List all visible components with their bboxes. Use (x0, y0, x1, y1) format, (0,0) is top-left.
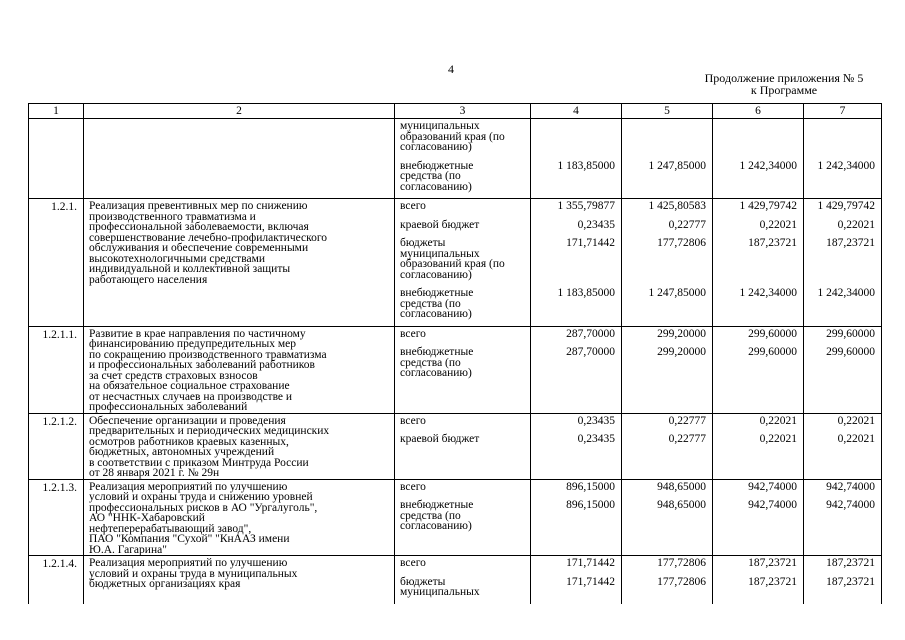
value-cell: 187,23721 (826, 557, 875, 569)
value-column-4 (531, 556, 622, 604)
header-row (29, 104, 882, 119)
funding-source-line: муниципальных (400, 247, 480, 260)
funding-source-line: образований края (по (400, 130, 505, 143)
funding-source-line: средства (по (400, 356, 461, 369)
description-line: и профессиональных заболеваний работников (89, 359, 315, 371)
description-line: Реализация мероприятий по улучшению (89, 480, 288, 493)
funding-source-line: согласованию) (400, 308, 472, 320)
description-line: Развитие в крае направления по частичному (89, 327, 306, 340)
value-cell: 1 242,34000 (739, 287, 797, 299)
value-cell: 0,23435 (577, 414, 615, 427)
header-col-1: 1 (29, 104, 84, 119)
value-cell: 287,70000 (566, 327, 615, 340)
value-column-5 (622, 479, 713, 556)
value-column-4 (531, 326, 622, 413)
value-cell: 187,23721 (748, 557, 797, 569)
value-cell: 948,65000 (657, 499, 706, 511)
funding-source (395, 236, 530, 286)
funding-source-line: внебюджетные (400, 159, 474, 172)
header-col-6: 6 (713, 104, 804, 119)
value-cell: 1 429,79742 (739, 200, 797, 212)
value-cell: 0,22021 (837, 218, 875, 231)
value-column-6 (713, 556, 804, 604)
appendix-note (694, 72, 874, 96)
description-line: бюджетных организациях края (89, 578, 241, 590)
description-line: Ю.А. Гагарина" (89, 543, 167, 556)
funding-source-line: краевой бюджет (400, 433, 480, 445)
funding-source-line: всего (400, 327, 426, 340)
table-row (29, 326, 882, 413)
funding-source-line: согласованию) (400, 520, 472, 532)
funding-source (395, 480, 530, 499)
funding-source (395, 218, 530, 237)
funding-source-line: средства (по (400, 509, 461, 522)
value-cell: 1 242,34000 (817, 287, 875, 299)
description-line: индивидуальной и коллективной защиты (89, 263, 291, 275)
value-column-5 (622, 119, 713, 199)
value-cell: 0,22021 (759, 218, 797, 231)
header-col-4: 4 (531, 104, 622, 119)
description-line: Реализация превентивных мер по снижению (89, 200, 308, 212)
description-line: профессиональных заболеваний (89, 401, 248, 413)
description-line: от 28 января 2021 г. № 29н (89, 467, 220, 479)
funding-source-line: всего (400, 200, 426, 212)
funding-source-line: всего (400, 414, 426, 427)
value-cell: 1 355,79877 (557, 200, 615, 212)
value-cell: 187,23721 (826, 575, 875, 588)
funding-source-line: всего (400, 557, 426, 569)
value-column-4 (531, 479, 622, 556)
value-column-5 (622, 199, 713, 327)
item-description (84, 326, 395, 413)
description-line: условий и охраны труда и снижению уровней (89, 491, 313, 503)
table-row (29, 413, 882, 479)
value-column-4 (531, 413, 622, 479)
table-row (29, 479, 882, 556)
item-code: 1.2.1.2. (29, 413, 84, 479)
description-line: от несчастных случаев на производстве и (89, 390, 293, 403)
funding-source (395, 159, 530, 199)
description-line: высокотехнологичными средствами (89, 252, 266, 265)
value-column-6 (713, 326, 804, 413)
value-cell: 0,22777 (668, 433, 706, 445)
header-col-2: 2 (84, 104, 395, 119)
funding-source-line: согласованию) (400, 141, 472, 153)
funding-source-line: бюджеты (400, 237, 446, 249)
appendix-note-line: Продолжение приложения № 5 (704, 71, 864, 85)
page-number: 4 (448, 62, 454, 76)
value-cell: 0,22021 (759, 433, 797, 445)
item-description (84, 413, 395, 479)
description-line: финансированию предупредительных мер (89, 338, 297, 350)
funding-source-line: муниципальных (400, 586, 480, 598)
header-col-5: 5 (622, 104, 713, 119)
item-code (29, 119, 84, 199)
table-row (29, 119, 882, 199)
funding-source (395, 199, 530, 218)
value-cell: 171,71442 (566, 575, 615, 588)
funding-source (395, 556, 530, 575)
funding-source-line: средства (по (400, 170, 461, 182)
value-cell: 177,72806 (657, 557, 706, 569)
funding-source-line: всего (400, 480, 426, 493)
funding-source-line: бюджеты (400, 575, 446, 588)
value-cell: 0,22021 (759, 414, 797, 427)
funding-source-line: краевой бюджет (400, 218, 480, 231)
value-cell: 1 425,80583 (648, 200, 706, 212)
funding-sources (395, 199, 531, 327)
description-line: нефтеперерабатывающий завод", (89, 522, 252, 535)
value-cell: 942,74000 (748, 480, 797, 493)
table-row (29, 556, 882, 604)
funding-source (395, 327, 530, 346)
item-code: 1.2.1.3. (29, 479, 84, 556)
description-line: ПАО "Компания "Сухой" "КнААЗ имени (89, 533, 290, 545)
header-col-7: 7 (804, 104, 882, 119)
funding-source (395, 575, 530, 604)
appendix-note-line: к Программе (750, 83, 818, 97)
funding-source-line: внебюджетные (400, 499, 474, 511)
header-col-3: 3 (395, 104, 531, 119)
value-cell (713, 119, 803, 159)
description-line: профессиональных рисков в АО "Ургалуголь", (89, 501, 318, 514)
value-cell: 0,23435 (577, 218, 615, 231)
value-cell: 1 429,79742 (817, 200, 875, 212)
value-cell: 299,60000 (748, 327, 797, 340)
funding-sources (395, 119, 531, 199)
value-cell: 0,22021 (837, 433, 875, 445)
description-line: по сокращению производственного травматизма (89, 348, 327, 361)
value-column-7 (804, 326, 882, 413)
value-cell: 1 247,85000 (648, 159, 706, 172)
funding-source (395, 119, 530, 159)
value-cell (531, 119, 621, 159)
description-line: бюджетных, автономных учреждений (89, 446, 275, 458)
value-cell: 299,60000 (826, 346, 875, 358)
value-cell: 177,72806 (657, 237, 706, 249)
funding-source (395, 432, 530, 451)
value-cell: 1 183,85000 (557, 287, 615, 299)
value-cell: 0,22777 (668, 218, 706, 231)
funding-source-line: внебюджетные (400, 287, 474, 299)
funding-source (395, 345, 530, 385)
value-cell: 299,20000 (657, 327, 706, 340)
description-line: на обязательное социальное страхование (89, 380, 290, 392)
value-column-7 (804, 199, 882, 327)
value-cell (622, 119, 712, 159)
funding-sources (395, 556, 531, 604)
description-line: условий и охраны труда в муниципальных (89, 567, 298, 580)
value-column-7 (804, 479, 882, 556)
value-cell: 1 242,34000 (739, 159, 797, 172)
value-cell: 299,20000 (657, 346, 706, 358)
value-column-6 (713, 199, 804, 327)
item-description (84, 556, 395, 604)
funding-source-line: согласованию) (400, 268, 472, 281)
value-column-6 (713, 413, 804, 479)
description-line: совершенствование лечебно-профилактического (89, 231, 328, 244)
value-column-5 (622, 326, 713, 413)
description-line: производственного травматизма и (89, 210, 256, 223)
funding-source (395, 498, 530, 538)
value-cell: 1 183,85000 (557, 159, 615, 172)
value-cell: 171,71442 (566, 557, 615, 569)
description-line: профессиональной заболеваемости, включая (89, 221, 309, 233)
value-cell: 177,72806 (657, 575, 706, 588)
value-cell: 948,65000 (657, 480, 706, 493)
value-column-4 (531, 199, 622, 327)
funding-source-line: образований края (по (400, 258, 505, 270)
description-line: Обеспечение организации и проведения (89, 414, 286, 427)
value-cell: 0,23435 (577, 433, 615, 445)
value-column-6 (713, 479, 804, 556)
funding-source-line: согласованию) (400, 367, 472, 379)
value-cell: 896,15000 (566, 499, 615, 511)
value-cell: 942,74000 (748, 499, 797, 511)
value-column-5 (622, 413, 713, 479)
value-column-7 (804, 413, 882, 479)
funding-sources (395, 413, 531, 479)
value-cell: 171,71442 (566, 237, 615, 249)
item-code: 1.2.1.4. (29, 556, 84, 604)
value-cell: 896,15000 (566, 480, 615, 493)
value-column-7 (804, 556, 882, 604)
description-line: в соответствии с приказом Минтруда России (89, 456, 309, 469)
description-line: за счет средств страховых взносов (89, 369, 258, 382)
value-column-4 (531, 119, 622, 199)
value-cell: 187,23721 (748, 237, 797, 249)
value-cell: 1 247,85000 (648, 287, 706, 299)
value-cell: 187,23721 (826, 237, 875, 249)
description-line: Реализация мероприятий по улучшению (89, 557, 288, 569)
description-line: осмотров работников краевых казенных, (89, 435, 289, 448)
item-description (84, 119, 395, 199)
value-column-5 (622, 556, 713, 604)
funding-source-line: средства (по (400, 297, 461, 310)
funding-sources (395, 479, 531, 556)
value-cell (804, 119, 881, 159)
value-cell: 299,60000 (748, 346, 797, 358)
value-column-7 (804, 119, 882, 199)
description-line: обслуживания и обеспечение современными (89, 242, 309, 254)
funding-source (395, 286, 530, 326)
value-cell: 287,70000 (566, 346, 615, 358)
funding-source (395, 414, 530, 433)
value-cell: 299,60000 (826, 327, 875, 340)
program-table (28, 103, 882, 604)
table-row (29, 199, 882, 327)
item-code: 1.2.1. (29, 199, 84, 327)
value-cell: 0,22021 (837, 414, 875, 427)
funding-source-line: внебюджетные (400, 346, 474, 358)
value-cell: 187,23721 (748, 575, 797, 588)
description-line: АО "ННК-Хабаровский (89, 512, 205, 524)
item-code: 1.2.1.1. (29, 326, 84, 413)
funding-sources (395, 326, 531, 413)
item-description (84, 199, 395, 327)
value-cell: 942,74000 (826, 480, 875, 493)
description-line: предварительных и периодических медицинских (89, 425, 330, 437)
value-cell: 942,74000 (826, 499, 875, 511)
funding-source-line: согласованию) (400, 180, 472, 193)
funding-source-line: муниципальных (400, 120, 480, 132)
value-cell: 0,22777 (668, 414, 706, 427)
value-column-6 (713, 119, 804, 199)
description-line: работающего населения (89, 273, 208, 286)
value-cell: 1 242,34000 (817, 159, 875, 172)
item-description (84, 479, 395, 556)
